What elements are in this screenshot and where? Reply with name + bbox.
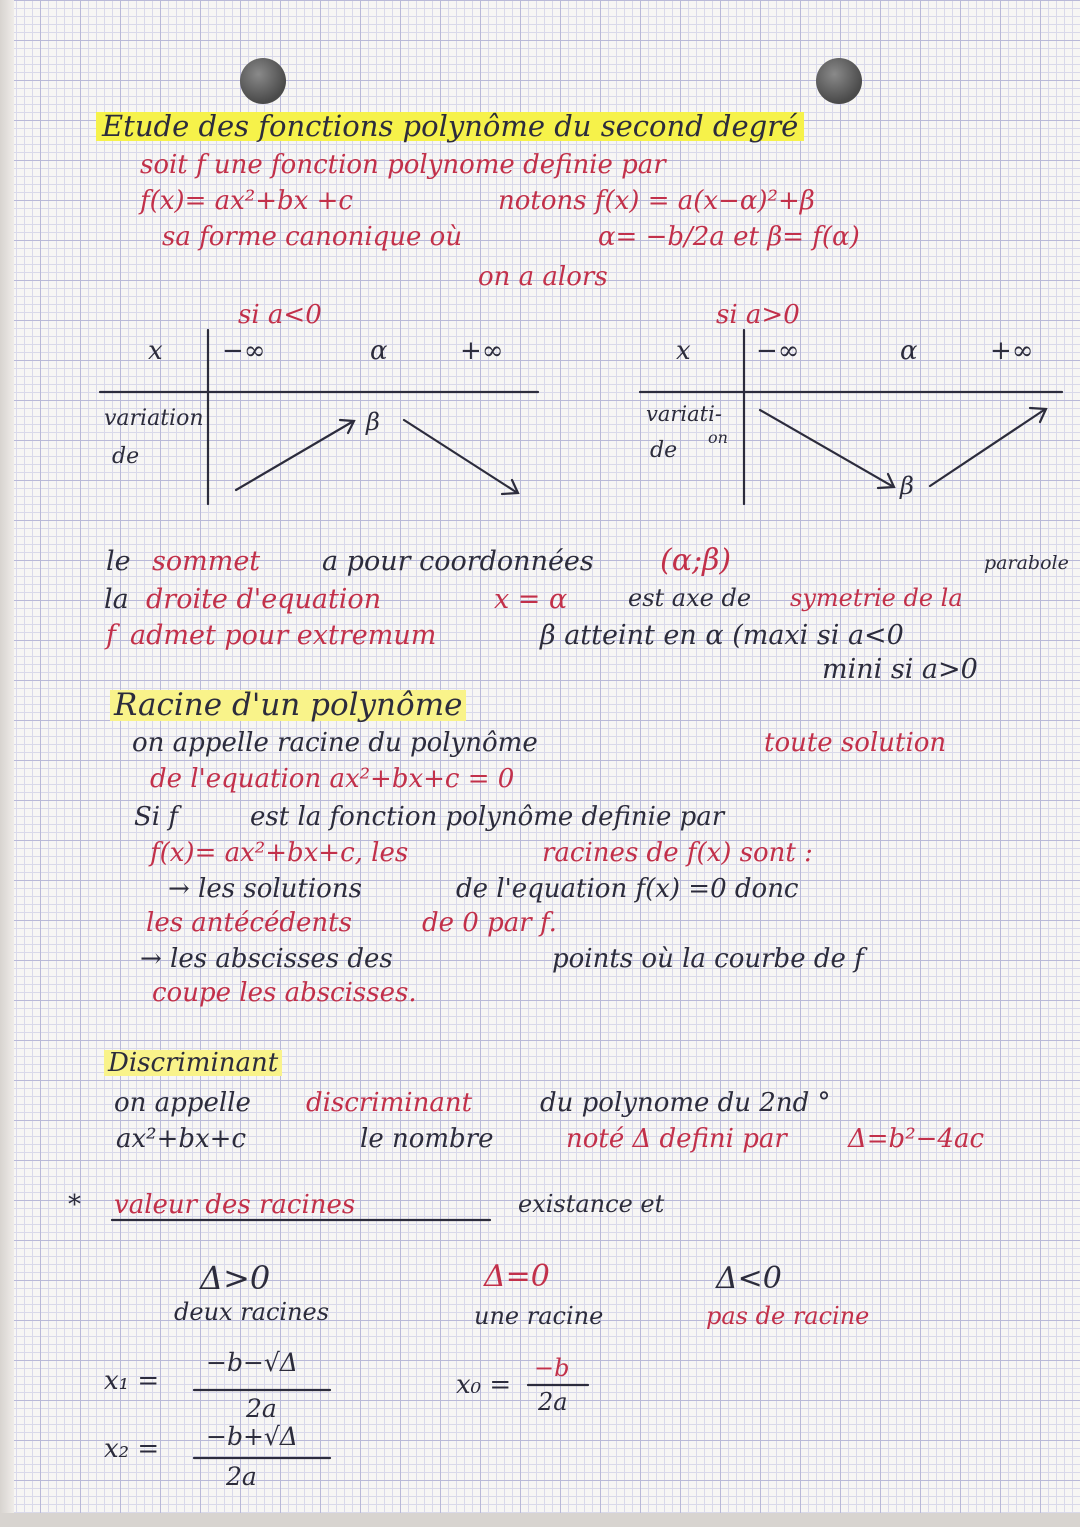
racine-line-2: de l'equation ax²+bx+c = 0 [150,764,515,794]
extremum-mini: mini si a>0 [822,654,978,685]
right-table-row-label-3: on [708,428,728,447]
sommet-coords: (α;β) [660,543,732,578]
right-table-x: x [676,336,691,366]
racine-coupe: coupe les abscisses. [152,978,417,1008]
intro-canonical: notons f(x) = a(x−α)²+β [498,186,815,216]
left-table-case: si a<0 [238,300,322,330]
racine-line-3a: Si f [134,802,179,832]
left-table-plus-inf: +∞ [460,336,504,366]
x2-numerator: −b+√Δ [206,1422,298,1451]
racine-toute-solution: toute solution [764,728,947,758]
left-table-minus-inf: −∞ [222,336,266,366]
left-table-row-label-2: de [112,444,140,469]
x1-denominator: 2a [246,1394,277,1423]
racine-antecedents-2: de 0 par f. [422,908,557,938]
x0-numerator: −b [534,1354,570,1382]
discriminant-heading: Discriminant [104,1050,282,1076]
case-negative-title: Δ<0 [716,1261,782,1296]
left-table-row-label: variation [104,406,204,431]
racine-abscisses-2: points où la courbe de f [552,944,864,974]
case-zero-sub: une racine [474,1302,604,1330]
droite-equation: droite d'equation [146,584,382,615]
discriminant-formula: Δ=b²−4ac [848,1124,985,1154]
case-negative-sub: pas de racine [706,1302,870,1330]
discriminant-word: discriminant [306,1088,473,1118]
sommet-parabole: parabole [984,552,1069,574]
racine-solutions-2: de l'equation f(x) =0 donc [456,874,799,904]
sommet-le: le [106,546,131,577]
droite-x-alpha: x = α [494,584,568,615]
discriminant-nombre: le nombre [360,1124,494,1154]
intro-line-1: soit f une fonction polynome definie par [140,150,666,180]
extremum-f: f [106,620,116,651]
racine-abscisses: → les abscisses des [140,944,393,974]
racine-line-1: on appelle racine du polynôme [132,728,538,758]
droite-symetrie: symetrie de la [790,584,963,612]
discriminant-on-appelle: on appelle [114,1088,251,1118]
intro-function: f(x)= ax²+bx +c [140,186,353,216]
intro-alpha-beta: α= −b/2a et β= f(α) [598,222,860,252]
racine-line-4b: racines de f(x) sont : [542,838,813,868]
left-table-beta: β [366,408,380,436]
valeur-star: * [68,1190,81,1220]
discriminant-note: noté Δ defini par [566,1124,787,1154]
intro-line-4: on a alors [478,262,608,292]
case-positive-title: Δ>0 [200,1259,271,1297]
left-table-alpha: α [370,336,388,366]
right-table-plus-inf: +∞ [990,336,1034,366]
right-arrow-down [760,410,892,486]
sommet-word: sommet [152,546,261,577]
left-table-x: x [148,336,163,366]
valeur-heading: valeur des racines [114,1190,356,1220]
left-arrow-down [404,420,516,492]
x0-denominator: 2a [538,1388,568,1416]
racine-line-4a: f(x)= ax²+bx+c, les [150,838,409,868]
valeur-side-note: existance et [518,1190,665,1218]
droite-axe: est axe de [628,584,752,612]
racine-heading: Racine d'un polynôme [110,690,466,721]
x1-label: x₁ = [104,1366,160,1396]
right-table-alpha: α [900,336,918,366]
right-table-case: si a>0 [716,300,800,330]
x1-numerator: −b−√Δ [206,1348,298,1377]
x2-denominator: 2a [226,1462,257,1491]
case-positive-sub: deux racines [174,1298,330,1326]
droite-la: la [104,584,129,615]
right-table-minus-inf: −∞ [756,336,800,366]
racine-solutions: → les solutions [168,874,362,904]
right-table-row-label-2: de [650,438,678,463]
extremum-label: admet pour extremum [130,620,437,651]
page-title: Etude des fonctions polynôme du second degré [96,112,804,141]
right-table-beta: β [900,472,914,500]
right-arrow-up [930,410,1044,486]
left-arrow-up [236,422,352,490]
case-zero-title: Δ=0 [484,1259,550,1294]
x0-label: x₀ = [456,1370,512,1400]
discriminant-polynome: du polynome du 2nd ° [540,1088,831,1118]
discriminant-expression: ax²+bx+c [116,1124,247,1154]
right-table-row-label: variati- [646,402,722,426]
sommet-coordonnees: a pour coordonnées [322,546,594,577]
intro-line-3: sa forme canonique où [162,222,463,252]
extremum-detail: β atteint en α (maxi si a<0 [540,620,904,651]
racine-line-3b: est la fonction polynôme definie par [250,802,725,832]
racine-antecedents: les antécédents [146,908,352,938]
x2-label: x₂ = [104,1434,160,1464]
left-arrow-up-head [340,420,354,433]
